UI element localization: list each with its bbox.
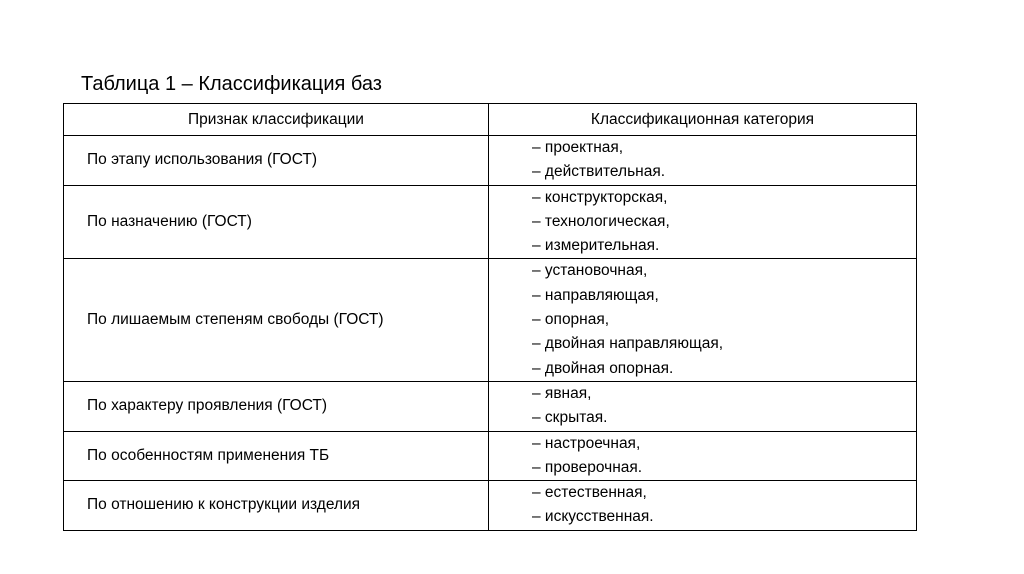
feature-cell: По этапу использования (ГОСТ)	[64, 136, 489, 186]
category-item: – двойная опорная.	[532, 359, 674, 377]
category-cell	[489, 185, 917, 259]
feature-cell: По особенностям применения ТБ	[64, 431, 489, 481]
category-item: – технологическая,	[532, 212, 670, 230]
category-item: – опорная,	[532, 311, 610, 329]
table-row	[64, 431, 917, 481]
table-row	[64, 259, 917, 381]
category-cell	[489, 431, 917, 481]
header-feature: Признак классификации	[64, 104, 489, 136]
table-row	[64, 136, 917, 186]
table-title: Таблица 1 – Классификация баз	[81, 73, 382, 95]
category-item: – явная,	[532, 384, 592, 402]
category-cell	[489, 481, 917, 531]
feature-cell: По лишаемым степеням свободы (ГОСТ)	[64, 259, 489, 381]
table-header-row	[64, 104, 917, 136]
category-item: – конструкторская,	[532, 188, 668, 206]
table-row	[64, 185, 917, 259]
category-item: – двойная направляющая,	[532, 335, 724, 353]
category-item: – проверочная.	[532, 458, 643, 476]
category-item: – установочная,	[532, 262, 648, 280]
category-cell	[489, 381, 917, 431]
feature-cell: По отношению к конструкции изделия	[64, 481, 489, 531]
category-item: – проектная,	[532, 139, 624, 156]
category-item: – действительная.	[532, 163, 666, 181]
category-cell	[489, 259, 917, 381]
category-item: – искусственная.	[532, 508, 654, 526]
category-cell	[489, 136, 917, 186]
classification-table	[63, 103, 917, 531]
table-row	[64, 481, 917, 531]
category-item: – направляющая,	[532, 286, 659, 304]
category-item: – измерительная.	[532, 237, 660, 255]
header-category: Классификационная категория	[489, 104, 917, 136]
feature-cell: По характеру проявления (ГОСТ)	[64, 381, 489, 431]
category-item: – скрытая.	[532, 409, 608, 427]
feature-cell: По назначению (ГОСТ)	[64, 185, 489, 259]
category-item: – естественная,	[532, 484, 647, 502]
table-row	[64, 381, 917, 431]
category-item: – настроечная,	[532, 434, 641, 452]
